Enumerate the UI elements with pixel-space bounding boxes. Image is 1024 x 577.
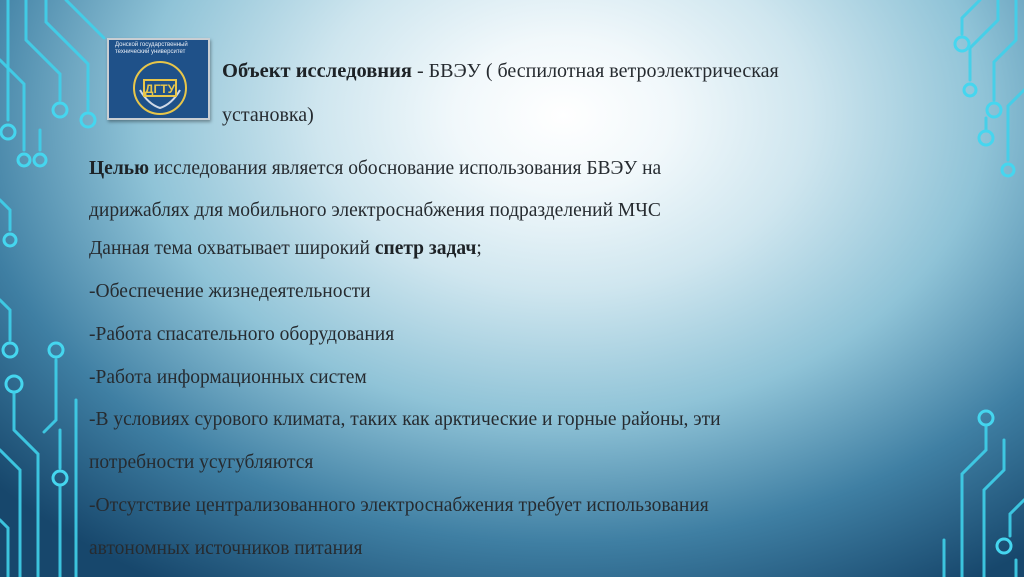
university-logo [107, 38, 210, 120]
goal-bold: Целью [89, 158, 149, 179]
heading-rest: - БВЭУ ( беспилотная ветроэлектрическая [411, 60, 779, 82]
bullet-item: -В условиях сурового климата, таких как арктические и горные районы, эти [89, 409, 721, 430]
topic-suffix: ; [476, 238, 482, 259]
bullet-item-continued: автономных источников питания [89, 538, 363, 559]
bullet-item: -Обеспечение жизнедеятельности [89, 281, 371, 302]
goal-rest: исследования является обоснование использования БВЭУ на [148, 158, 662, 179]
logo-caption: Донской государственный технический университет [115, 42, 188, 55]
goal-line-2: дирижаблях для мобильного электроснабжения подразделений МЧС [89, 200, 661, 221]
university-emblem-icon [130, 60, 190, 116]
bullet-item: -Отсутствие централизованного электроснабжения требует использования [89, 495, 709, 516]
bullet-item: -Работа информационных систем [89, 367, 367, 388]
topic-line [89, 238, 482, 260]
topic-prefix: Данная тема охватывает широкий [89, 238, 375, 259]
heading-line-1 [222, 60, 779, 83]
goal-line-1 [89, 158, 661, 180]
bullet-item: -Работа спасательного оборудования [89, 324, 395, 345]
emblem-text: ДГТУ [144, 82, 176, 96]
heading-bold: Объект исследовния [222, 60, 412, 82]
bullet-item-continued: потребности усугубляются [89, 452, 314, 473]
topic-bold: спетр задач [374, 238, 477, 259]
heading-line-2: установка) [222, 104, 314, 126]
